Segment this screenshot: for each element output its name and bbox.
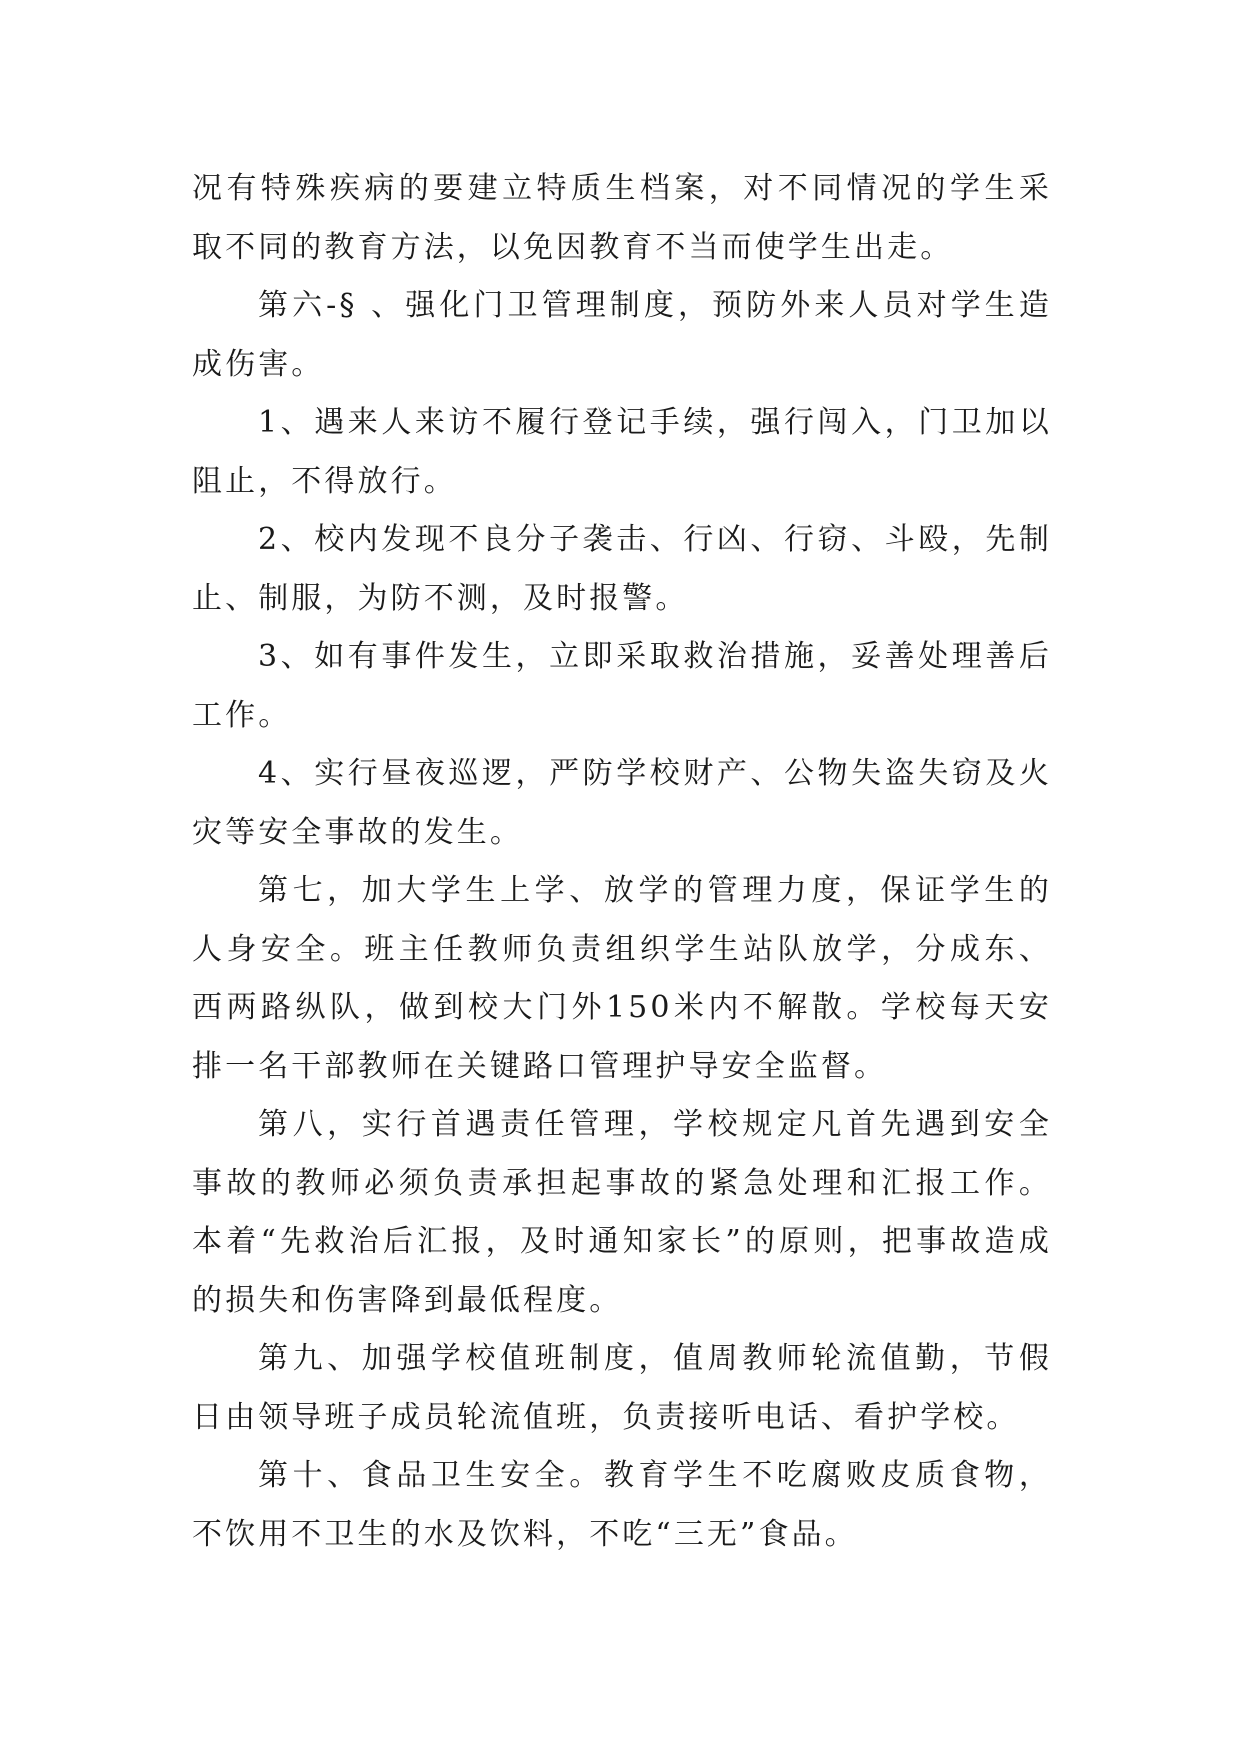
paragraph-item-2: 2、校内发现不良分子袭击、行凶、行窃、斗殴，先制止、制服，为防不测，及时报警。 bbox=[192, 522, 1052, 616]
paragraph-section-7: 第七，加大学生上学、放学的管理力度，保证学生的人身安全。班主任教师负责组织学生站队放学，分成东、西两路纵队，做到校大门外150米内不解散。学校每天安排一名干部教师在关键路口管理护导安全监督。 bbox=[192, 873, 1052, 1084]
paragraph-continuation: 况有特殊疾病的要建立特质生档案，对不同情况的学生采取不同的教育方法，以免因教育不当而使学生出走。 bbox=[192, 171, 1052, 265]
paragraph-section-9: 第九、加强学校值班制度，值周教师轮流值勤，节假日由领导班子成员轮流值班，负责接听电话、看护学校。 bbox=[192, 1341, 1052, 1435]
document-page bbox=[192, 160, 1052, 1564]
paragraph-item-1: 1、遇来人来访不履行登记手续，强行闯入，门卫加以阻止，不得放行。 bbox=[192, 405, 1052, 499]
paragraph-item-3: 3、如有事件发生，立即采取救治措施，妥善处理善后工作。 bbox=[192, 639, 1052, 733]
paragraph-section-6: 第六-§ 、强化门卫管理制度，预防外来人员对学生造成伤害。 bbox=[192, 288, 1052, 382]
paragraph-section-10: 第十、食品卫生安全。教育学生不吃腐败皮质食物，不饮用不卫生的水及饮料，不吃“三无”食品。 bbox=[192, 1458, 1052, 1552]
paragraph-item-4: 4、实行昼夜巡逻，严防学校财产、公物失盗失窃及火灾等安全事故的发生。 bbox=[192, 756, 1052, 850]
paragraph-section-8: 第八，实行首遇责任管理，学校规定凡首先遇到安全事故的教师必须负责承担起事故的紧急处理和汇报工作。本着“先救治后汇报，及时通知家长”的原则，把事故造成的损失和伤害降到最低程度。 bbox=[192, 1107, 1052, 1318]
